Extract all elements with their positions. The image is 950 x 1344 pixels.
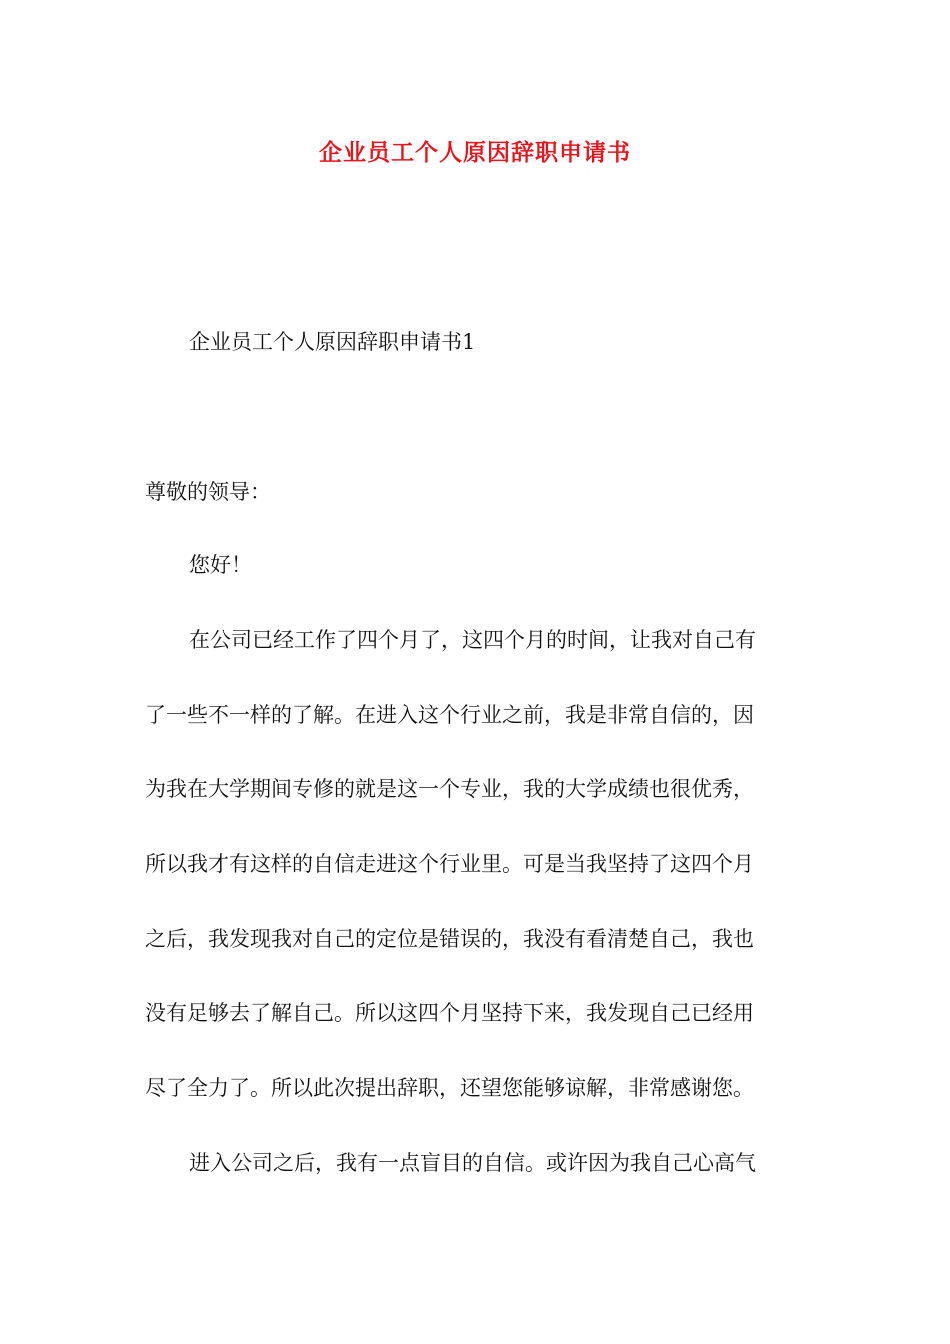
- paragraph-line: 了一些不一样的了解。在进入这个行业之前，我是非常自信的，因: [145, 703, 754, 727]
- paragraph-line: 进入公司之后，我有一点盲目的自信。或许因为我自己心高气: [189, 1151, 756, 1175]
- salutation: 尊敬的领导：: [145, 480, 271, 504]
- paragraph-line: 在公司已经工作了四个月了，这四个月的时间，让我对自己有: [189, 628, 756, 652]
- paragraph-line: 尽了全力了。所以此次提出辞职，还望您能够谅解，非常感谢您。: [145, 1076, 754, 1100]
- paragraph-line: 没有足够去了解自己。所以这四个月坚持下来，我发现自己已经用: [145, 1001, 754, 1025]
- paragraph-line: 为我在大学期间专修的就是这一个专业，我的大学成绩也很优秀，: [145, 777, 754, 801]
- document-title: 企业员工个人原因辞职申请书: [319, 139, 631, 166]
- document-subtitle: 企业员工个人原因辞职申请书1: [189, 330, 476, 354]
- greeting: 您好！: [189, 553, 252, 577]
- paragraph-line: 之后，我发现我对自己的定位是错误的，我没有看清楚自己，我也: [145, 927, 754, 951]
- paragraph-line: 所以我才有这样的自信走进这个行业里。可是当我坚持了这四个月: [145, 852, 754, 876]
